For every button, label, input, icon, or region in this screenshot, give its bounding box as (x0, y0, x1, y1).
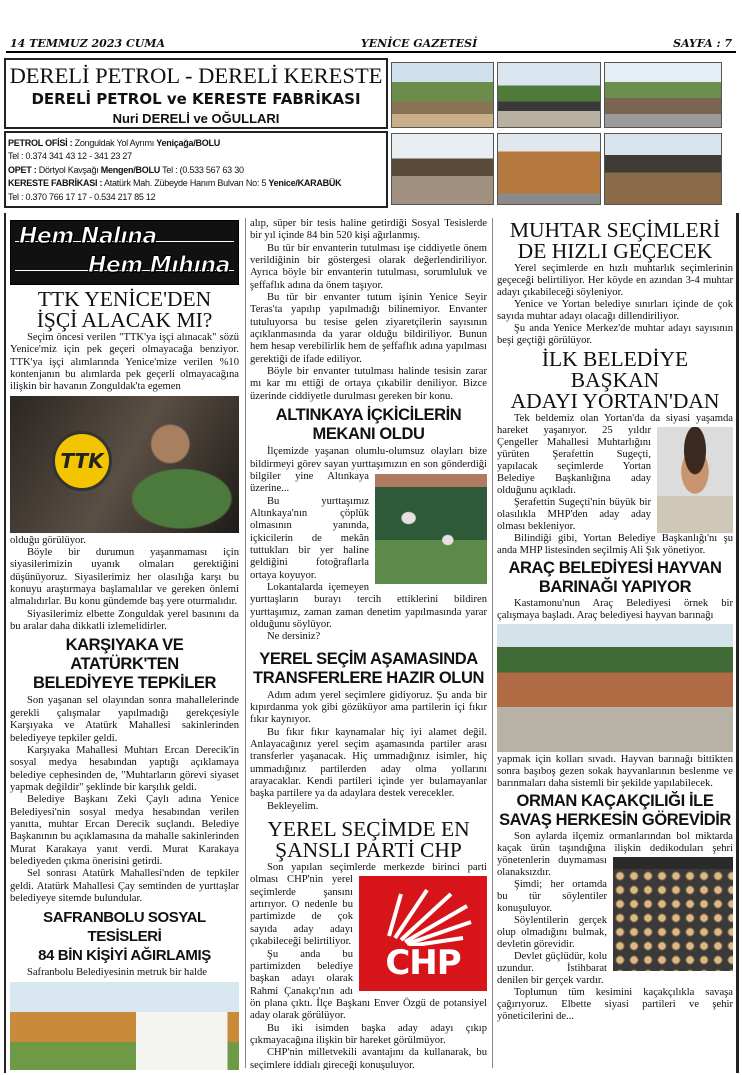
column-1 (10, 218, 239, 1070)
paragraph: Bekleyelim. (266, 800, 319, 812)
bottles-photo (375, 474, 487, 584)
page-number: SAYFA : 7 (673, 37, 732, 50)
paragraph: Tek beldemiz olan Yortan'da da siyasi yaşamda hareket yaşanıyor. 25 yıldır Çengeller Mahallesi Muhtarlığını yürüten Şerafettin Sugeçti, yapılacak seçimlerde Yortan Belediye Başkanlığına aday olduğunu açıkladı. (497, 413, 733, 496)
headline: MUHTAR SEÇİMLERİ DE HIZLI GEÇECEK (509, 218, 721, 263)
paragraph: Kastamonu'nun Araç Belediyesi örnek bir çalışmaya başladı. Araç belediyesi hayvan barınağı (497, 598, 733, 621)
paragraph: Bilindiği gibi, Yortan Belediye Başkanlığı'nı şu anda MHP listesinden seçilmiş Ali Şık yönetiyor. (497, 533, 733, 556)
paragraph: Yenice ve Yortan belediye sınırları içinde de çok sayıda muhtar adayı olacağı dillendiriliyor. (497, 299, 733, 322)
paragraph: Bu fıkır fıkır kaynamalar hiç iyi alamet değil. Anlayacağınız yerel seçim aşamasında partiler arası transferler yaşanacak. Hiç ummadığınız isimler, hiç ummadığınız partilerden aday olma yollarını arayacaklar. Kendi partileri içinde yer bulamayanlar başka partilere ya da adaylara destek verecekler. (250, 726, 487, 800)
ad-line: Tel : 0.374 341 43 12 - 341 23 27 (8, 151, 132, 162)
paragraph: CHP'nin milletvekili avantajını da kullanarak, bu seçimlere iddialı gireceği konuşuluyor. (250, 1047, 487, 1070)
paragraph: yapmak için kolları sıvadı. Hayvan barınağı bittikten sonra başıboş gezen sokak hayvanlarının beslenme ve barınmaları daha sistemli bir şekilde yapılabilecek. (497, 754, 733, 789)
paragraph: alıp, süper bir tesis haline getirdiği Sosyal Tesislerde bir yıl içinde 84 bin 520 kişi ağırlanmış. (250, 218, 487, 242)
paragraph: Safranbolu Belediyesinin metruk bir halde (26, 967, 208, 979)
article-chp (250, 819, 487, 1070)
headline: ARAÇ BELEDİYESİ HAYVAN BARINAĞI YAPIYOR (508, 559, 722, 596)
ad-line: Tel : 0.370 766 17 17 - 0.534 217 85 12 (8, 191, 156, 202)
article-muhtar (497, 220, 733, 347)
animal-shelter-photo (497, 624, 733, 752)
chp-arrows-icon (359, 876, 487, 946)
candidate-portrait (657, 427, 733, 533)
ad-title-box (4, 58, 388, 129)
headline: YEREL SEÇİMDE EN ŞANSLI PARTİ CHP (267, 817, 470, 863)
article-transfer (250, 650, 487, 813)
headline: İLK BELEDİYE BAŞKAN ADAYI YORTAN'DAN (510, 347, 720, 413)
paragraph: Sel sonrası Atatürk Mahallesi'nden de tepkiler geldi. Atatürk Mahallesi Çay semtinden de yurttaşlar belediyeye sitemde bulundular. (10, 868, 239, 904)
headline: ALTINKAYA İÇKİCİLERİN MEKANI OLDU (275, 406, 462, 444)
paragraph: Şu anda bu partimizden belediye başkan adayı olarak Rahmi Çanakçı'nın adı ön plana çıktı. İlçe Başkanı Enver Özgü de potansiyel aday olarak görülüyor. (250, 948, 487, 1022)
paragraph: Bu iki isimden başka aday adayı çıkıp çıkmayacağına ilişkin bir hareket görülmüyor. (250, 1022, 487, 1046)
paragraph: Böyle bir envanter tutulması halinde tesisin zarar mı kar mı ettiği de ortaya çıkabilir deniliyor. Bizce üzerinde ciddiyetle durulması gereken bir konu. (250, 366, 487, 402)
headline: KARŞIYAKA VE ATATÜRK'TEN BELEDİYEYE TEPKİLER (32, 636, 217, 693)
ad-contact-box (4, 131, 388, 208)
paragraph: Şerafettin Sugeçti'nin büyük bir olasılıkla MHP'den aday aday olması bekleniyor. (497, 497, 651, 532)
article-ttk (10, 289, 239, 633)
paragraph: Toplumun tüm kesimini kaçakçılıkla savaşa çağırıyoruz. Elbette siyasi partileri ve şehir yöneticilerini de... (497, 987, 733, 1022)
page-header (6, 36, 736, 53)
headline: TTK YENİCE'DEN İŞÇİ ALACAK MI? (36, 287, 213, 332)
paragraph: Adım adım yerel seçimlere gidiyoruz. Şu anda bir kıpırdanma yok gibi gözüküyor ama partilerin içi fıkır fıkır kaynıyor. (250, 689, 487, 726)
paragraph: Son yaşanan sel olayından sonra mahallelerinde gerekli çalışmalar yapılmadığı gerekçesiyle Karşıyaka ve Atatürk Mahallesi sakinlerinden belediyeye tepkiler geldi. (10, 695, 239, 744)
paragraph: Belediye Başkanı Zeki Çaylı adına Yenice Belediyesi'nin sosyal medya hesabından verilen yanıtta, muhtar Ercan Derecik suçlandı. Belediye Başkanının bu açıklamasına da mahalle sakinlerinden Murat Karakaya yanıt verdi. Murat Karakaya belediyeden çıkma önerisini getirdi. (10, 794, 239, 867)
paragraph: Bu yurttaşımız Altınkaya'nın çöplük olmasının yanında, içkicilerin de mekân tuttukları bir yer haline geldiğini fotoğraflarla ortaya koyuyor. (250, 495, 369, 581)
paragraph: Ne dersiniz? (266, 631, 321, 643)
column-3 (497, 218, 733, 1070)
paragraph: Bu tür bir envanter tutum işinin Yenice Seyir Teras'ta yapılıp yapılmadığı bilinemiyor. Envanter tutuluyorsa bu tesise gelen ziyaretçilerin sayısının açıklanmasında da yarar olduğu bildiriliyor. Bunun hem hesap verebilirlik hem de şeffaflık adına yapılması gerektiği de ifade ediliyor. (250, 292, 487, 365)
column-divider (492, 218, 493, 1068)
headline: YEREL SEÇİM AŞAMASINDA TRANSFERLERE HAZIR OLUN (253, 649, 484, 687)
ad-line: PETROL OFİSİ : Zonguldak Yol Ayrımı Yeniçağa/BOLU (8, 138, 221, 148)
ad-photo-station (391, 133, 494, 205)
column-divider (245, 218, 246, 1068)
social-facility-photo (10, 982, 239, 1070)
candidate-portrait-wrap (657, 413, 733, 533)
bottles-photo-wrap (375, 446, 487, 584)
issue-date: 14 TEMMUZ 2023 CUMA (10, 37, 166, 50)
ad-subtitle: DERELİ PETROL ve KERESTE FABRİKASI (31, 90, 361, 108)
headline: ORMAN KAÇAKÇILIĞI İLE SAVAŞ HERKESİN GÖREVİDİR (499, 792, 731, 829)
article-yortan (497, 349, 733, 557)
ad-owner: Nuri DERELİ ve OĞULLARI (112, 111, 280, 126)
paragraph: Karşıyaka Mahallesi Muhtarı Ercan Derecik'in sosyal medya hesabından yaptığı açıklamaya belediye cephesinden de, "Muhtarların görevi siyaset yapmak değildir" şeklinde bir karşılık geldi. (10, 744, 239, 793)
paragraph: Söylentilerin gerçek olup olmadığını bulmak, devletin görevidir. (497, 915, 607, 950)
headline: SAFRANBOLU SOSYAL TESİSLERİ 84 BİN KİŞİYİ AĞIRLAMIŞ (38, 909, 211, 965)
paragraph: Son yapılan seçimlerde merkezde birinci parti olması CHP'nin yerel seçimlerde şansını artırıyor. O nedenle bu partimizde de çok sayıda aday adayı çıkabileceği belirtiliyor. (250, 862, 487, 948)
paragraph: Siyasilerimiz elbette Zonguldak yerel basınını da bu aralar daha dikkatli izlemelidirler. (10, 608, 239, 633)
ad-photo-sawmill (604, 62, 722, 128)
paragraph: Seçim öncesi verilen "TTK'ya işçi alınacak" sözü Yenice'miz için pek geçeri olmayacağa benziyor. TTK'ya işçi alımlarında Yenice'mize verilen %10 kontenjanın bu alımlarda pek geçerli olmayacağına ilişkin bir havanın Zonguldak'ta egemen (10, 332, 239, 393)
newspaper-name: YENİCE GAZETESİ (360, 37, 478, 50)
paragraph: Bu tür bir envanterin tutulması işe ciddiyetle önem verildiğinin bir göstergesi olarak değerlendiriliyor. Ayrıca böyle bir envanterin tutulması, sorumluluk ve şeffaflık adına da önem taşıyor. (250, 242, 487, 291)
column-logo: Hem Nalına Hem Mıhına (10, 220, 239, 285)
paragraph: olduğu görülüyor. (10, 534, 86, 546)
paragraph: Böyle bir durumun yaşanmaması için siyasilerimizin uyanık olmaları gerektiğini düşünüyoruz. Siyasilerimiz her olasılığa karşı bu konuyu araştırmaya başlamalılar ve gereken önlemi almalıdırlar. Bu konu gündemde baş yere oturmalıdır. (10, 547, 239, 608)
paragraph: Şimdi; her ortamda bu tür söylentiler konuşuluyor. (497, 879, 607, 914)
ttk-logo: TTK (52, 431, 112, 491)
ad-line: OPET : Dörtyol Kavşağı Mengen/BOLU Tel : (0.533 567 63 30 (8, 164, 244, 175)
article-arac (497, 559, 733, 790)
chp-logo-wrap (359, 862, 487, 991)
ad-line: KERESTE FABRİKASI : Atatürk Mah. Zübeyde Hanım Bulvarı No: 5 Yenice/KARABÜK (8, 178, 342, 189)
paragraph: Son aylarda ilçemiz ormanlarından bol miktarda kaçak ürün taşındığına ilişkin dedikoduları şehri yönetenlerin duymaması olanaksızdır. (497, 831, 733, 878)
logs-photo-wrap (613, 831, 733, 971)
ad-photo-lumber (497, 133, 601, 205)
article-safranbolu (10, 908, 239, 1070)
paragraph: İlçemizde yaşanan olumlu-olumsuz olayları bize bildirmeyi görev sayan yurttaşımızın en son gönderdiği bilgiler yine Altınkaya üzerine... (250, 446, 487, 495)
chp-logo: CHP (359, 876, 487, 991)
logs-in-car-photo (613, 857, 733, 971)
paragraph: Devlet güçlüdür, kolu uzundur. İstihbarat denilen bir gerçek vardır. (497, 951, 607, 986)
article-altinkaya (250, 406, 487, 644)
paragraph: Yerel seçimlerde en hızlı muhtarlık seçimlerinin geçeceği belirtiliyor. Her köyde en azından 3-4 muhtar adayı çıkabileceği söyleniyor. (497, 263, 733, 298)
article-karsiyaka (10, 636, 239, 905)
ad-photo-facility (497, 62, 601, 128)
paragraph: Şu anda Yenice Merkez'de muhtar adayı sayısının beşi geçtiği görülüyor. (497, 323, 733, 346)
column-2 (250, 218, 487, 1070)
article-orman (497, 792, 733, 1023)
ad-title: DERELİ PETROL - DERELİ KERESTE (9, 63, 383, 88)
paragraph: Lokantalarda içemeyen yurttaşların burayı tercih ettiklerini bildiren yurttaşımız, zaman zaman denetim yapılmasında yarar olduğunu söylüyor. (250, 581, 487, 630)
miner-photo (10, 396, 239, 533)
ad-photo-logs (604, 133, 722, 205)
ad-photo-mountains (391, 62, 494, 128)
